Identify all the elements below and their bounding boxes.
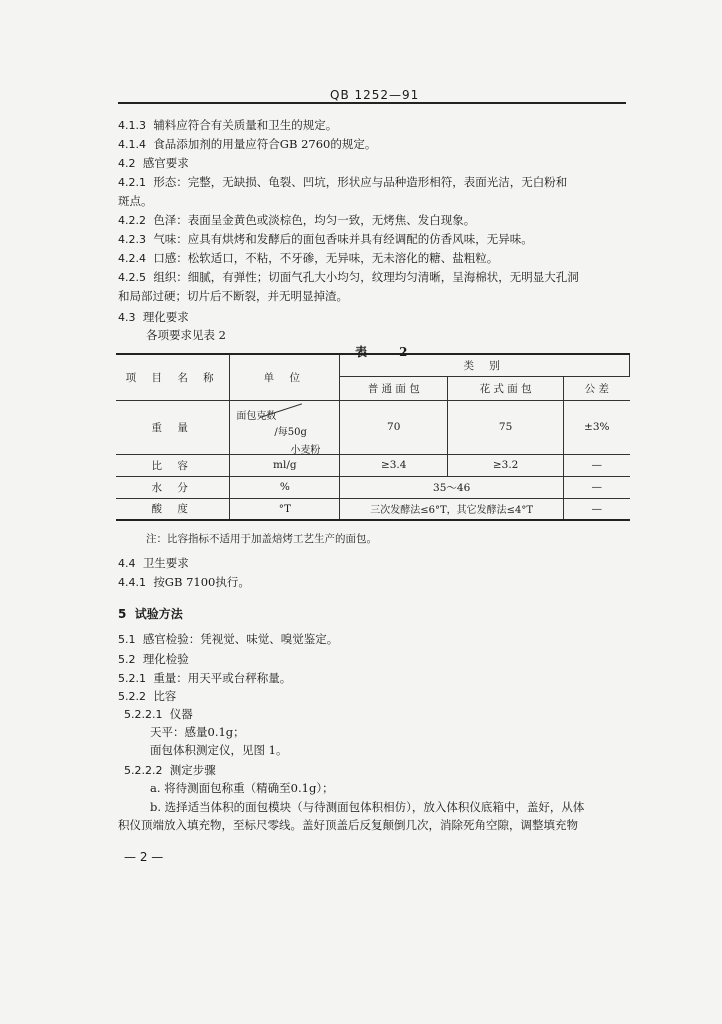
row-moisture-unit: % (230, 476, 340, 498)
row-weight-unit: 面包克数 /每50g 小麦粉 (230, 400, 340, 454)
step-b: b. 选择适当体积的面包模块（与待测面包体积相仿），放入体积仪底箱中，盖好，从体 (150, 800, 585, 814)
header-rule (118, 102, 626, 104)
row-weight (116, 400, 630, 454)
row-acidity-value: 三次发酵法≤6°T，其它发酵法≤4°T (340, 498, 564, 520)
clause-4-1-4: 4.1.4 食品添加剂的用量应符合GB 2760的规定。 (118, 137, 377, 151)
row-specific-volume (116, 454, 630, 476)
row-moisture-name: 水 分 (116, 476, 230, 498)
header-fancy-bread: 花 式 面 包 (448, 376, 564, 400)
clause-4-2-5: 4.2.5 组织：细腻，有弹性；切面气孔大小均匀，纹理均匀清晰，呈海棉状，无明显大孔洞 (118, 270, 579, 284)
row-specvol-unit: ml/g (230, 454, 340, 476)
row-weight-name: 重 量 (116, 400, 230, 454)
clause-4-2-1: 4.2.1 形态：完整，无缺损、龟裂、凹坑，形状应与品种造形相符，表面光洁，无白粉和 (118, 175, 568, 189)
header-category: 类 别 (340, 354, 630, 376)
table-caption: 表 2 (355, 345, 422, 359)
instrument-balance: 天平：感量0.1g； (150, 725, 245, 739)
row-acidity (116, 498, 630, 520)
section-4-3: 4.3 理化要求 (118, 310, 189, 324)
header-tolerance: 公 差 (564, 376, 630, 400)
page-number: — 2 — (124, 850, 164, 864)
clause-5-1: 5.1 感官检验：凭视觉、味觉、嗅觉鉴定。 (118, 632, 339, 646)
clause-5-2-2-1: 5.2.2.1 仪器 (124, 707, 193, 721)
clause-4-2-2: 4.2.2 色泽：表面呈金黄色或淡棕色，均匀一致，无烤焦、发白现象。 (118, 213, 476, 227)
clause-4-4-1: 4.4.1 按GB 7100执行。 (118, 575, 250, 589)
row-acidity-unit: °T (230, 498, 340, 520)
clause-4-2-3: 4.2.3 气味：应具有烘烤和发酵后的面包香味并具有经调配的仿香风味，无异味。 (118, 232, 533, 246)
section-4-4: 4.4 卫生要求 (118, 556, 189, 570)
clause-4-2-5-cont: 和局部过硬；切片后不断裂，并无明显掉渣。 (118, 289, 348, 303)
row-acidity-name: 酸 度 (116, 498, 230, 520)
clause-5-2-1: 5.2.1 重量：用天平或台秤称量。 (118, 671, 292, 685)
section-5-heading: 5 试验方法 (118, 607, 183, 621)
physicochemical-table (116, 353, 630, 521)
row-specvol-name: 比 容 (116, 454, 230, 476)
header-unit: 单 位 (230, 354, 340, 400)
row-weight-tolerance: ±3% (564, 400, 630, 454)
instrument-volume-meter: 面包体积测定仪，见图 1。 (150, 743, 288, 757)
header-item: 项 目 名 称 (116, 354, 230, 400)
step-b-cont: 积仪顶端放入填充物，至标尺零线。盖好顶盖后反复颠倒几次，消除死角空隙，调整填充物 (118, 818, 578, 832)
row-weight-ordinary: 70 (340, 400, 448, 454)
clause-4-2-4: 4.2.4 口感：松软适口，不粘，不牙碜，无异味，无未溶化的糖、盐粗粒。 (118, 251, 499, 265)
clause-5-2-2: 5.2.2 比容 (118, 689, 177, 703)
clause-4-1-3: 4.1.3 辅料应符合有关质量和卫生的规定。 (118, 118, 338, 132)
table-reference: 各项要求见表 2 (146, 328, 226, 342)
row-moisture-tolerance: — (564, 476, 630, 498)
clause-5-2: 5.2 理化检验 (118, 652, 189, 666)
clause-4-2-1-cont: 斑点。 (118, 194, 153, 208)
clause-5-2-2-2: 5.2.2.2 测定步骤 (124, 763, 216, 777)
table-note: 注：比容指标不适用于加盖焙烤工艺生产的面包。 (146, 533, 377, 545)
row-weight-fancy: 75 (448, 400, 564, 454)
row-moisture-value: 35～46 (340, 476, 564, 498)
row-moisture (116, 476, 630, 498)
standard-code: QB 1252—91 (330, 88, 420, 102)
row-specvol-fancy: ≥3.2 (448, 454, 564, 476)
header-ordinary-bread: 普 通 面 包 (340, 376, 448, 400)
row-acidity-tolerance: — (564, 498, 630, 520)
step-a: a. 将待测面包称重（精确至0.1g）； (150, 781, 334, 795)
section-4-2: 4.2 感官要求 (118, 156, 189, 170)
row-specvol-ordinary: ≥3.4 (340, 454, 448, 476)
row-specvol-tolerance: — (564, 454, 630, 476)
